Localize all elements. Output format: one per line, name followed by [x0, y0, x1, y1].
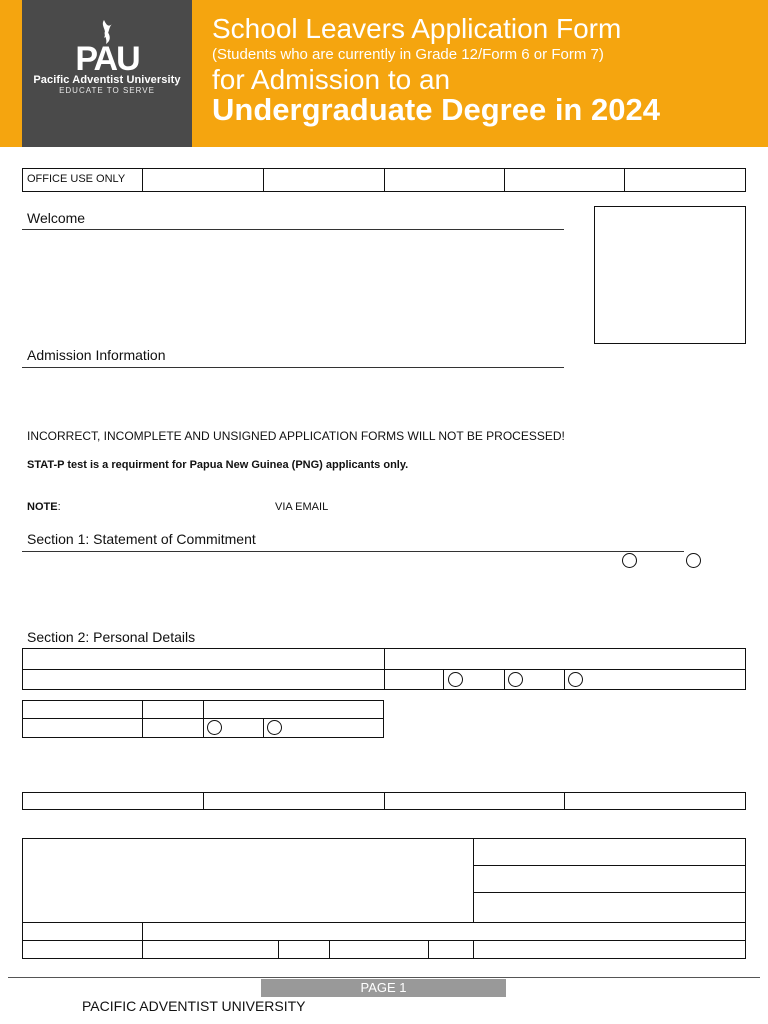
admission-rule	[22, 367, 564, 368]
surname-field[interactable]	[22, 648, 385, 670]
via-email-text: VIA EMAIL	[275, 501, 329, 513]
office-field-4[interactable]	[507, 170, 621, 190]
district-field[interactable]	[329, 940, 429, 959]
given-name-field[interactable]	[384, 648, 746, 670]
office-field-3[interactable]	[387, 170, 501, 190]
contact-field-1[interactable]	[22, 792, 204, 810]
section2-heading: Section 2: Personal Details	[27, 629, 196, 645]
title-radio-2[interactable]	[508, 672, 523, 687]
office-field-1[interactable]	[165, 170, 260, 190]
gender-radio-1[interactable]	[207, 720, 222, 735]
office-field-2[interactable]	[266, 170, 381, 190]
age-field[interactable]	[142, 718, 204, 738]
other-name-field[interactable]	[22, 669, 385, 690]
title-radio-1[interactable]	[448, 672, 463, 687]
degree-title: Undergraduate Degree in 2024	[212, 92, 660, 127]
form-subtitle: (Students who are currently in Grade 12/Form 6 or Form 7)	[212, 46, 604, 63]
dob-label-cell	[22, 700, 143, 719]
country-field[interactable]	[473, 940, 746, 959]
footer-rule	[8, 977, 760, 978]
divider	[504, 168, 505, 192]
divider	[624, 168, 625, 192]
note-label	[27, 501, 61, 513]
note-label-text: NOTE	[27, 501, 58, 513]
commitment-radio-yes[interactable]	[622, 553, 637, 568]
email-field[interactable]	[473, 892, 746, 923]
village-label-cell	[22, 940, 143, 959]
divider	[384, 168, 385, 192]
welcome-heading: Welcome	[27, 210, 86, 226]
note-colon: :	[57, 501, 61, 513]
admission-line: for Admission to an	[212, 64, 451, 95]
country-label-cell	[428, 940, 474, 959]
contact-field-2[interactable]	[203, 792, 385, 810]
province-label-cell	[22, 922, 143, 941]
contact-field-4[interactable]	[564, 792, 746, 810]
tagline: EDUCATE TO SERVE	[59, 86, 155, 95]
photo-box[interactable]	[594, 206, 746, 344]
welcome-rule	[22, 229, 564, 230]
form-title: School Leavers Application Form	[212, 13, 622, 44]
logo-text: PAU	[75, 40, 139, 78]
address-field[interactable]	[22, 838, 474, 923]
province-field[interactable]	[142, 922, 746, 941]
divider	[263, 168, 264, 192]
village-field[interactable]	[142, 940, 279, 959]
title-field	[384, 669, 444, 690]
office-use-label: OFFICE USE ONLY	[27, 173, 126, 185]
gender-radio-2[interactable]	[267, 720, 282, 735]
stat-p-note: STAT-P test is a requirment for Papua New Guinea (PNG) applicants only.	[27, 459, 409, 471]
commitment-radio-no[interactable]	[686, 553, 701, 568]
age-label-cell	[142, 700, 204, 719]
page-number: PAGE 1	[261, 979, 506, 997]
office-field-5[interactable]	[627, 170, 743, 190]
section1-heading: Section 1: Statement of Commitment	[27, 531, 256, 547]
logo	[22, 0, 192, 147]
contact-field-3[interactable]	[384, 792, 565, 810]
footer-org: PACIFIC ADVENTIST UNIVERSITY	[82, 998, 306, 1014]
title-option-3[interactable]	[564, 669, 746, 690]
district-label-cell	[278, 940, 330, 959]
title-radio-3[interactable]	[568, 672, 583, 687]
section1-rule	[22, 551, 684, 552]
dob-field[interactable]	[22, 718, 143, 738]
warning-text: INCORRECT, INCOMPLETE AND UNSIGNED APPLICATION FORMS WILL NOT BE PROCESSED!	[27, 429, 565, 443]
admission-heading: Admission Information	[27, 347, 166, 363]
divider	[142, 168, 143, 192]
gender-label-cell	[203, 700, 384, 719]
university-name: Pacific Adventist University	[33, 74, 181, 86]
mobile-field[interactable]	[473, 865, 746, 893]
phone-field[interactable]	[473, 838, 746, 866]
